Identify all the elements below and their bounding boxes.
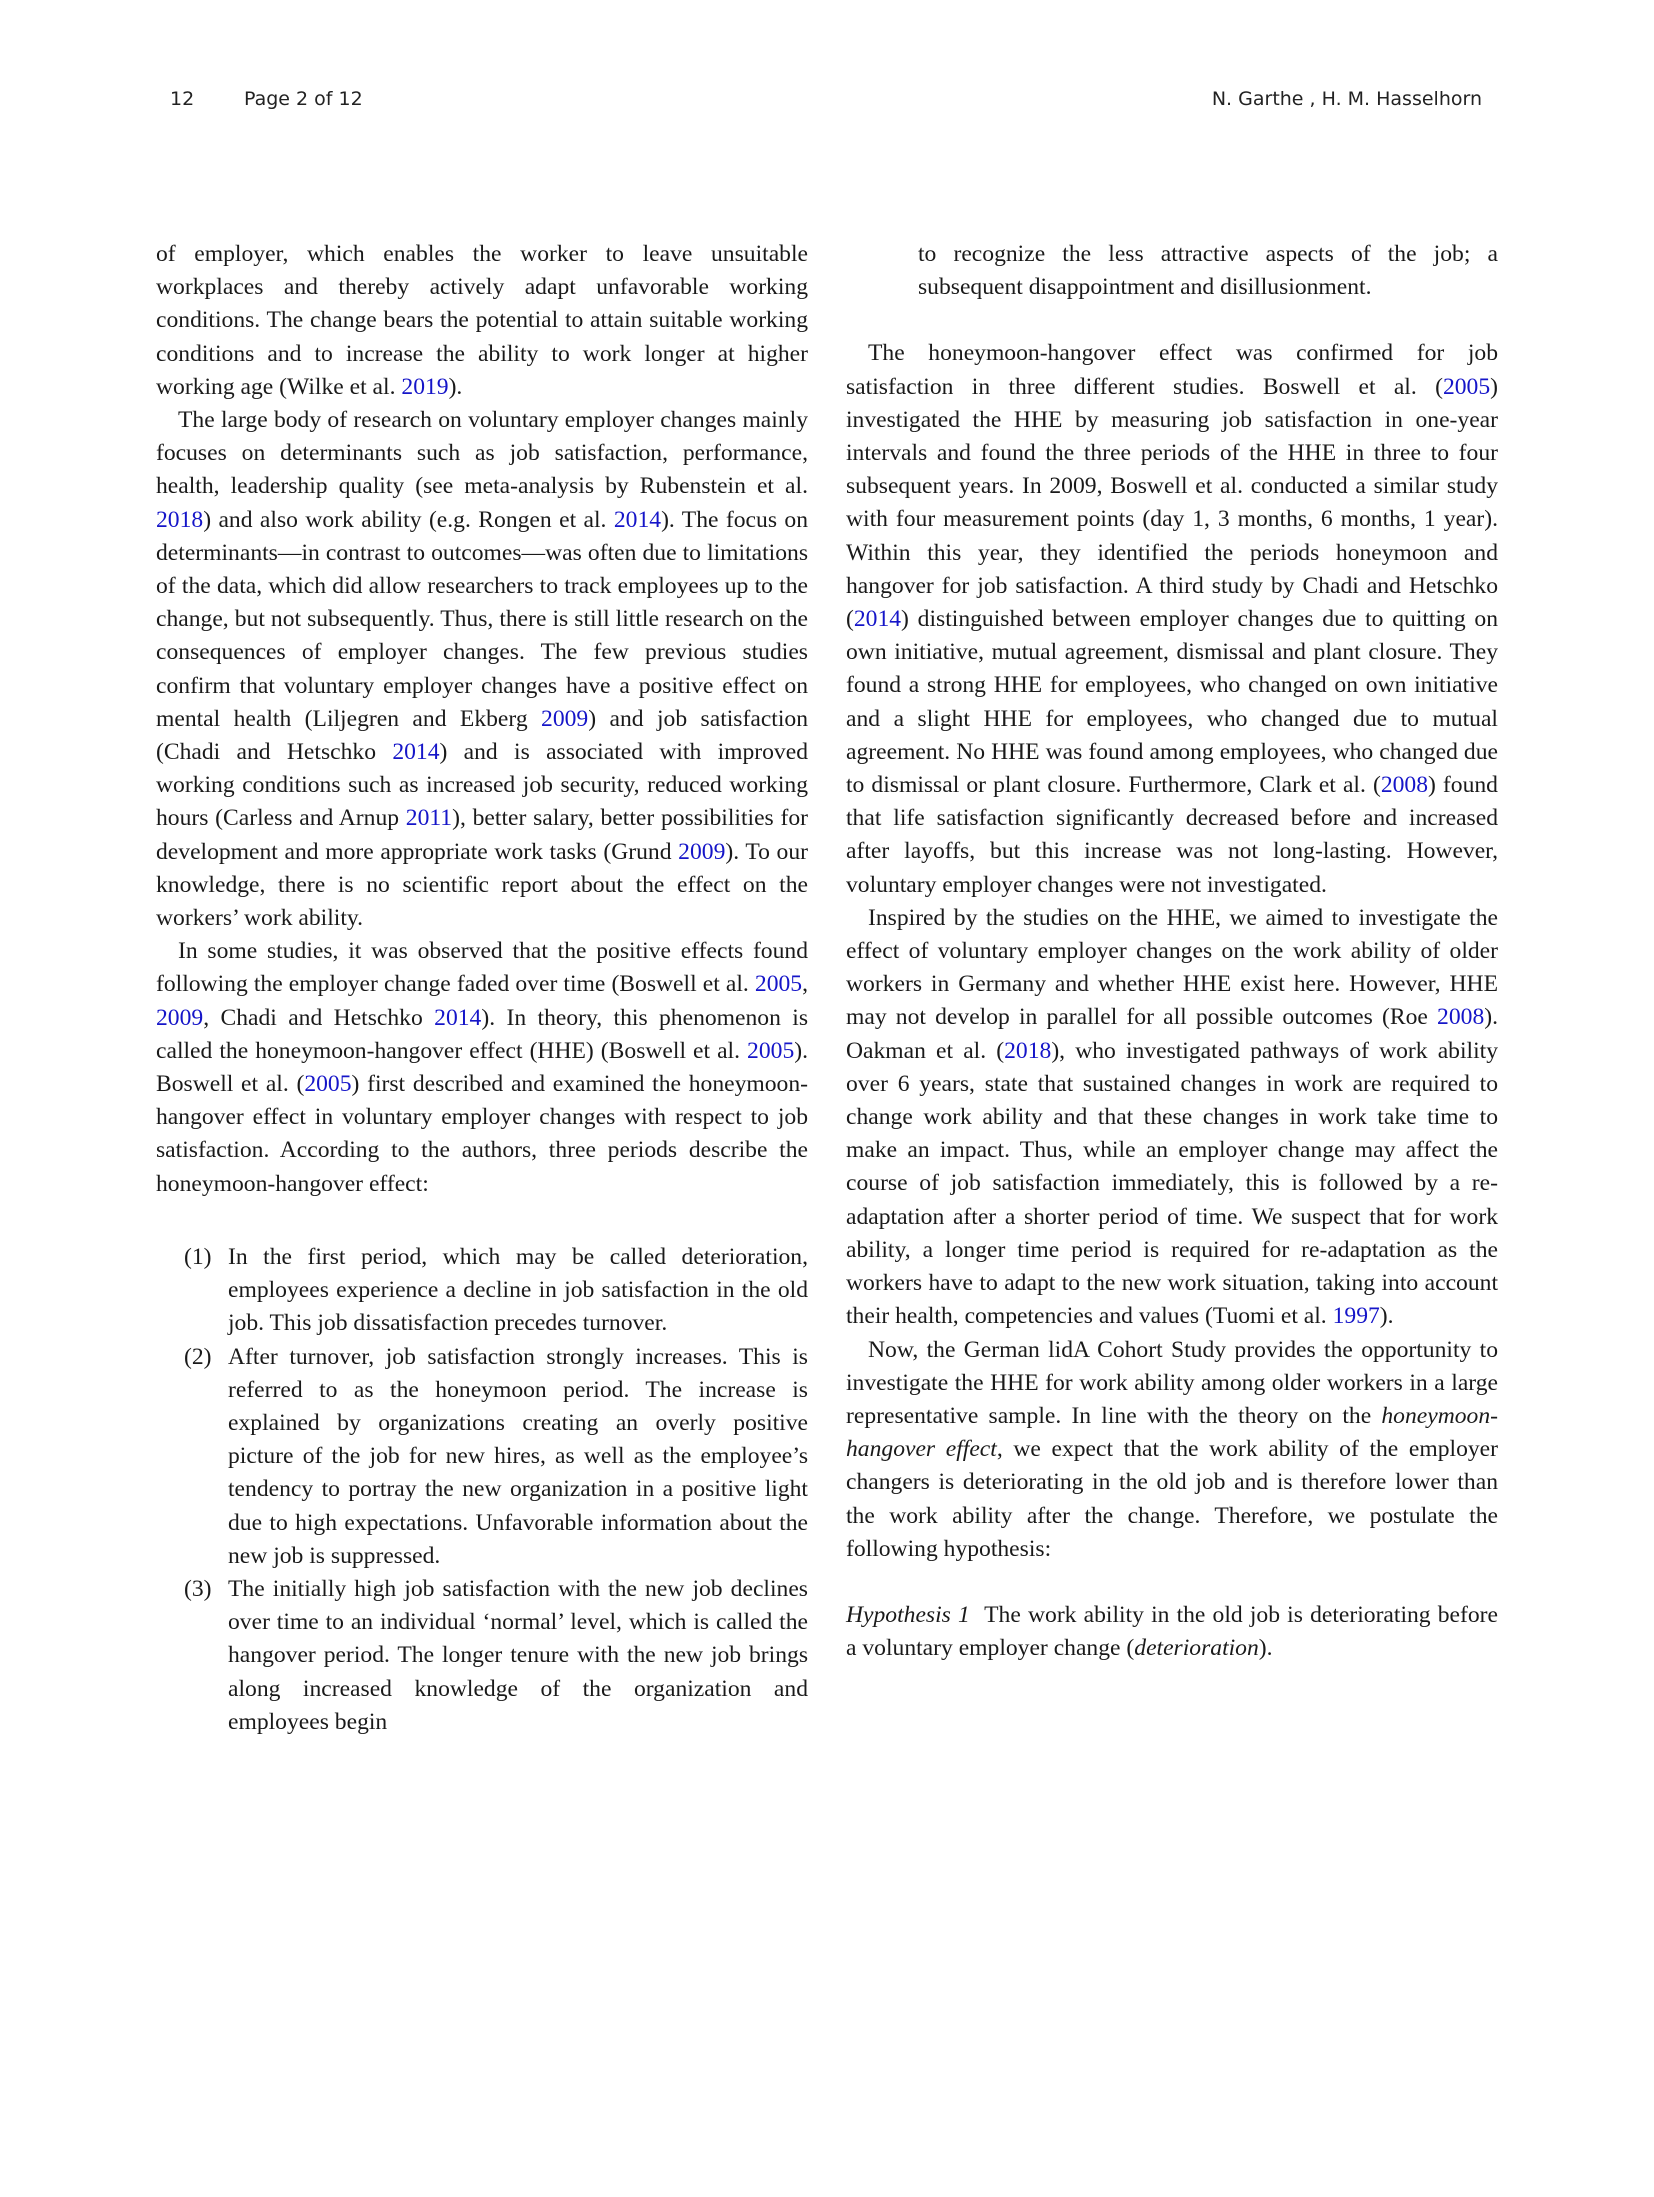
citation-link[interactable]: 2014 bbox=[853, 606, 902, 633]
citation-link[interactable]: 2014 bbox=[613, 506, 662, 533]
citation-link[interactable]: 2009 bbox=[541, 705, 589, 732]
citation-link[interactable]: 2019 bbox=[401, 373, 449, 400]
paragraph: Now, the German lidA Cohort Study provides the opportunity to investigate the HHE for work ability among older workers in a large representative sample. In line with the theory on the honeymoon-hangover effect, we expect that the work ability of the employer changers is deteriorating in the old job and is therefore lower than the work ability after the change. Therefore, we postulate the following hypothesis: bbox=[846, 1336, 1498, 1562]
paragraph: of employer, which enables the worker to leave unsuitable workplaces and thereby actively adapt unfavorable working conditions. The change bears the potential to attain suitable working conditions and to increase the ability to work longer at higher working age (Wilke et al. 2019). bbox=[156, 241, 808, 400]
citation-link[interactable]: 2005 bbox=[304, 1071, 352, 1098]
journal-page-number: 12 bbox=[170, 88, 195, 110]
citation-link[interactable]: 2005 bbox=[754, 971, 803, 998]
periods-list bbox=[156, 1241, 808, 1739]
paragraph: The honeymoon-hangover effect was confirmed for job satisfaction in three different studies. Boswell et al. (2005) investigated the HHE by measuring job satisfaction in one-year intervals and found the three periods of the HHE in three to four subsequent years. In 2009, Boswell et al. conducted a similar study with four measurement points (day 1, 3 months, 6 months, 1 year). Within this year, they identified the periods honeymoon and hangover for job satisfaction. A third study by Chadi and Hetschko (2014) distinguished between employer changes due to quitting on own initiative, mutual agreement, dismissal and plant closure. They found a strong HHE for employees, who changed on own initiative and a slight HHE for employees, who changed due to mutual agreement. No HHE was found among employees, who changed due to dismissal or plant closure. Furthermore, Clark et al. (2008) found that life satisfaction significantly decreased before and increased after layoffs, but this increase was not long-lasting. However, voluntary employer changes were not investigated. bbox=[846, 340, 1498, 898]
page-header bbox=[170, 88, 1482, 118]
citation-link[interactable]: 2018 bbox=[156, 506, 204, 533]
paragraph: The large body of research on voluntary employer changes mainly focuses on determinants such as job satisfaction, performance, health, leadership quality (see meta-analysis by Rubenstein et al. 2018) and also work ability (e.g. Rongen et al. 2014). The focus on determinants—in contrast to outcomes—was often due to limitations of the data, which did allow researchers to track employees up to the change, but not subsequently. Thus, there is still little research on the consequences of employer changes. The few previous studies confirm that voluntary employer changes have a positive effect on mental health (Liljegren and Ekberg 2009) and job satisfaction (Chadi and Hetschko 2014) and is associated with improved working conditions such as increased job security, reduced working hours (Carless and Arnup 2011), better salary, better possibilities for development and more appropriate work tasks (Grund 2009). To our knowledge, there is no scientific report about the effect on the workers’ work ability. bbox=[156, 407, 809, 932]
list-item-continuation: to recognize the less attractive aspects of the job; a subsequent disappointment and disillusionment. bbox=[918, 241, 1498, 301]
hypothesis-label: Hypothesis 1 bbox=[846, 1601, 970, 1628]
paragraph: Inspired by the studies on the HHE, we aimed to investigate the effect of voluntary employer changes on the work ability of older workers in Germany and whether HHE exist here. However, HHE may not develop in parallel for all possible outcomes (Roe 2008). Oakman et al. (2018), who investigated pathways of work ability over 6 years, state that sustained changes in work are required to change work ability and that these changes in work take time to make an impact. Thus, while an employer change may affect the course of job satisfaction immediately, this is followed by a re-adaptation after a shorter period of time. We suspect that for work ability, a longer time period is required for re-adaptation as the workers have to adapt to the new work situation, taking into account their health, competencies and values (Tuomi et al. 1997). bbox=[846, 904, 1499, 1330]
list-item: (2) After turnover, job satisfaction strongly increases. This is referred to as the honeymoon period. The increase is explained by organizations creating an overly positive picture of the job for new hires, as well as the employee’s tendency to portray the new organization in a positive light due to high expectations. Unfavorable information about the new job is suppressed. bbox=[156, 1341, 808, 1573]
list-number: (1) bbox=[184, 1243, 212, 1270]
hypothesis-1: Hypothesis 1 The work ability in the old job is deteriorating before a voluntary employer change (deterioration). bbox=[846, 1601, 1499, 1662]
citation-link[interactable]: 2014 bbox=[392, 739, 440, 766]
right-column bbox=[846, 238, 1498, 1665]
page-of-indicator: Page 2 of 12 bbox=[244, 88, 363, 110]
citation-link[interactable]: 2011 bbox=[405, 805, 453, 832]
citation-link[interactable]: 1997 bbox=[1332, 1303, 1380, 1330]
citation-link[interactable]: 2009 bbox=[156, 1004, 204, 1031]
citation-link[interactable]: 2005 bbox=[1442, 373, 1491, 400]
citation-link[interactable]: 2008 bbox=[1437, 1004, 1485, 1031]
spacer bbox=[846, 304, 1498, 337]
emphasis: deterioration bbox=[1134, 1635, 1259, 1662]
list-number: (3) bbox=[184, 1575, 212, 1602]
paragraph: In some studies, it was observed that the positive effects found following the employer change faded over time (Boswell et al. 2005, 2009, Chadi and Hetschko 2014). In theory, this phenomenon is called the honeymoon-hangover effect (HHE) (Boswell et al. 2005). Boswell et al. (2005) first described and examined the honeymoon-hangover effect in voluntary employer changes with respect to job satisfaction. According to the authors, three periods describe the honeymoon-hangover effect: bbox=[156, 938, 808, 1197]
citation-link[interactable]: 2014 bbox=[434, 1004, 482, 1031]
list-item: (3) The initially high job satisfaction with the new job declines over time to an individual ‘normal’ level, which is called the hangover period. The longer tenure with the new job brings along increased knowledge of the organization and employees begin bbox=[156, 1573, 808, 1739]
citation-link[interactable]: 2018 bbox=[1004, 1037, 1052, 1064]
emphasis: honeymoon-hangover effect bbox=[846, 1402, 1498, 1463]
citation-link[interactable]: 2008 bbox=[1380, 772, 1428, 799]
left-column bbox=[156, 238, 808, 1739]
citation-link[interactable]: 2009 bbox=[678, 838, 726, 865]
running-head-authors: N. Garthe , H. M. Hasselhorn bbox=[1211, 88, 1482, 110]
citation-link[interactable]: 2005 bbox=[747, 1037, 795, 1064]
list-number: (2) bbox=[184, 1343, 212, 1370]
list-item: (1) In the first period, which may be called deterioration, employees experience a decline in job satisfaction in the old job. This job dissatisfaction precedes turnover. bbox=[156, 1241, 808, 1341]
